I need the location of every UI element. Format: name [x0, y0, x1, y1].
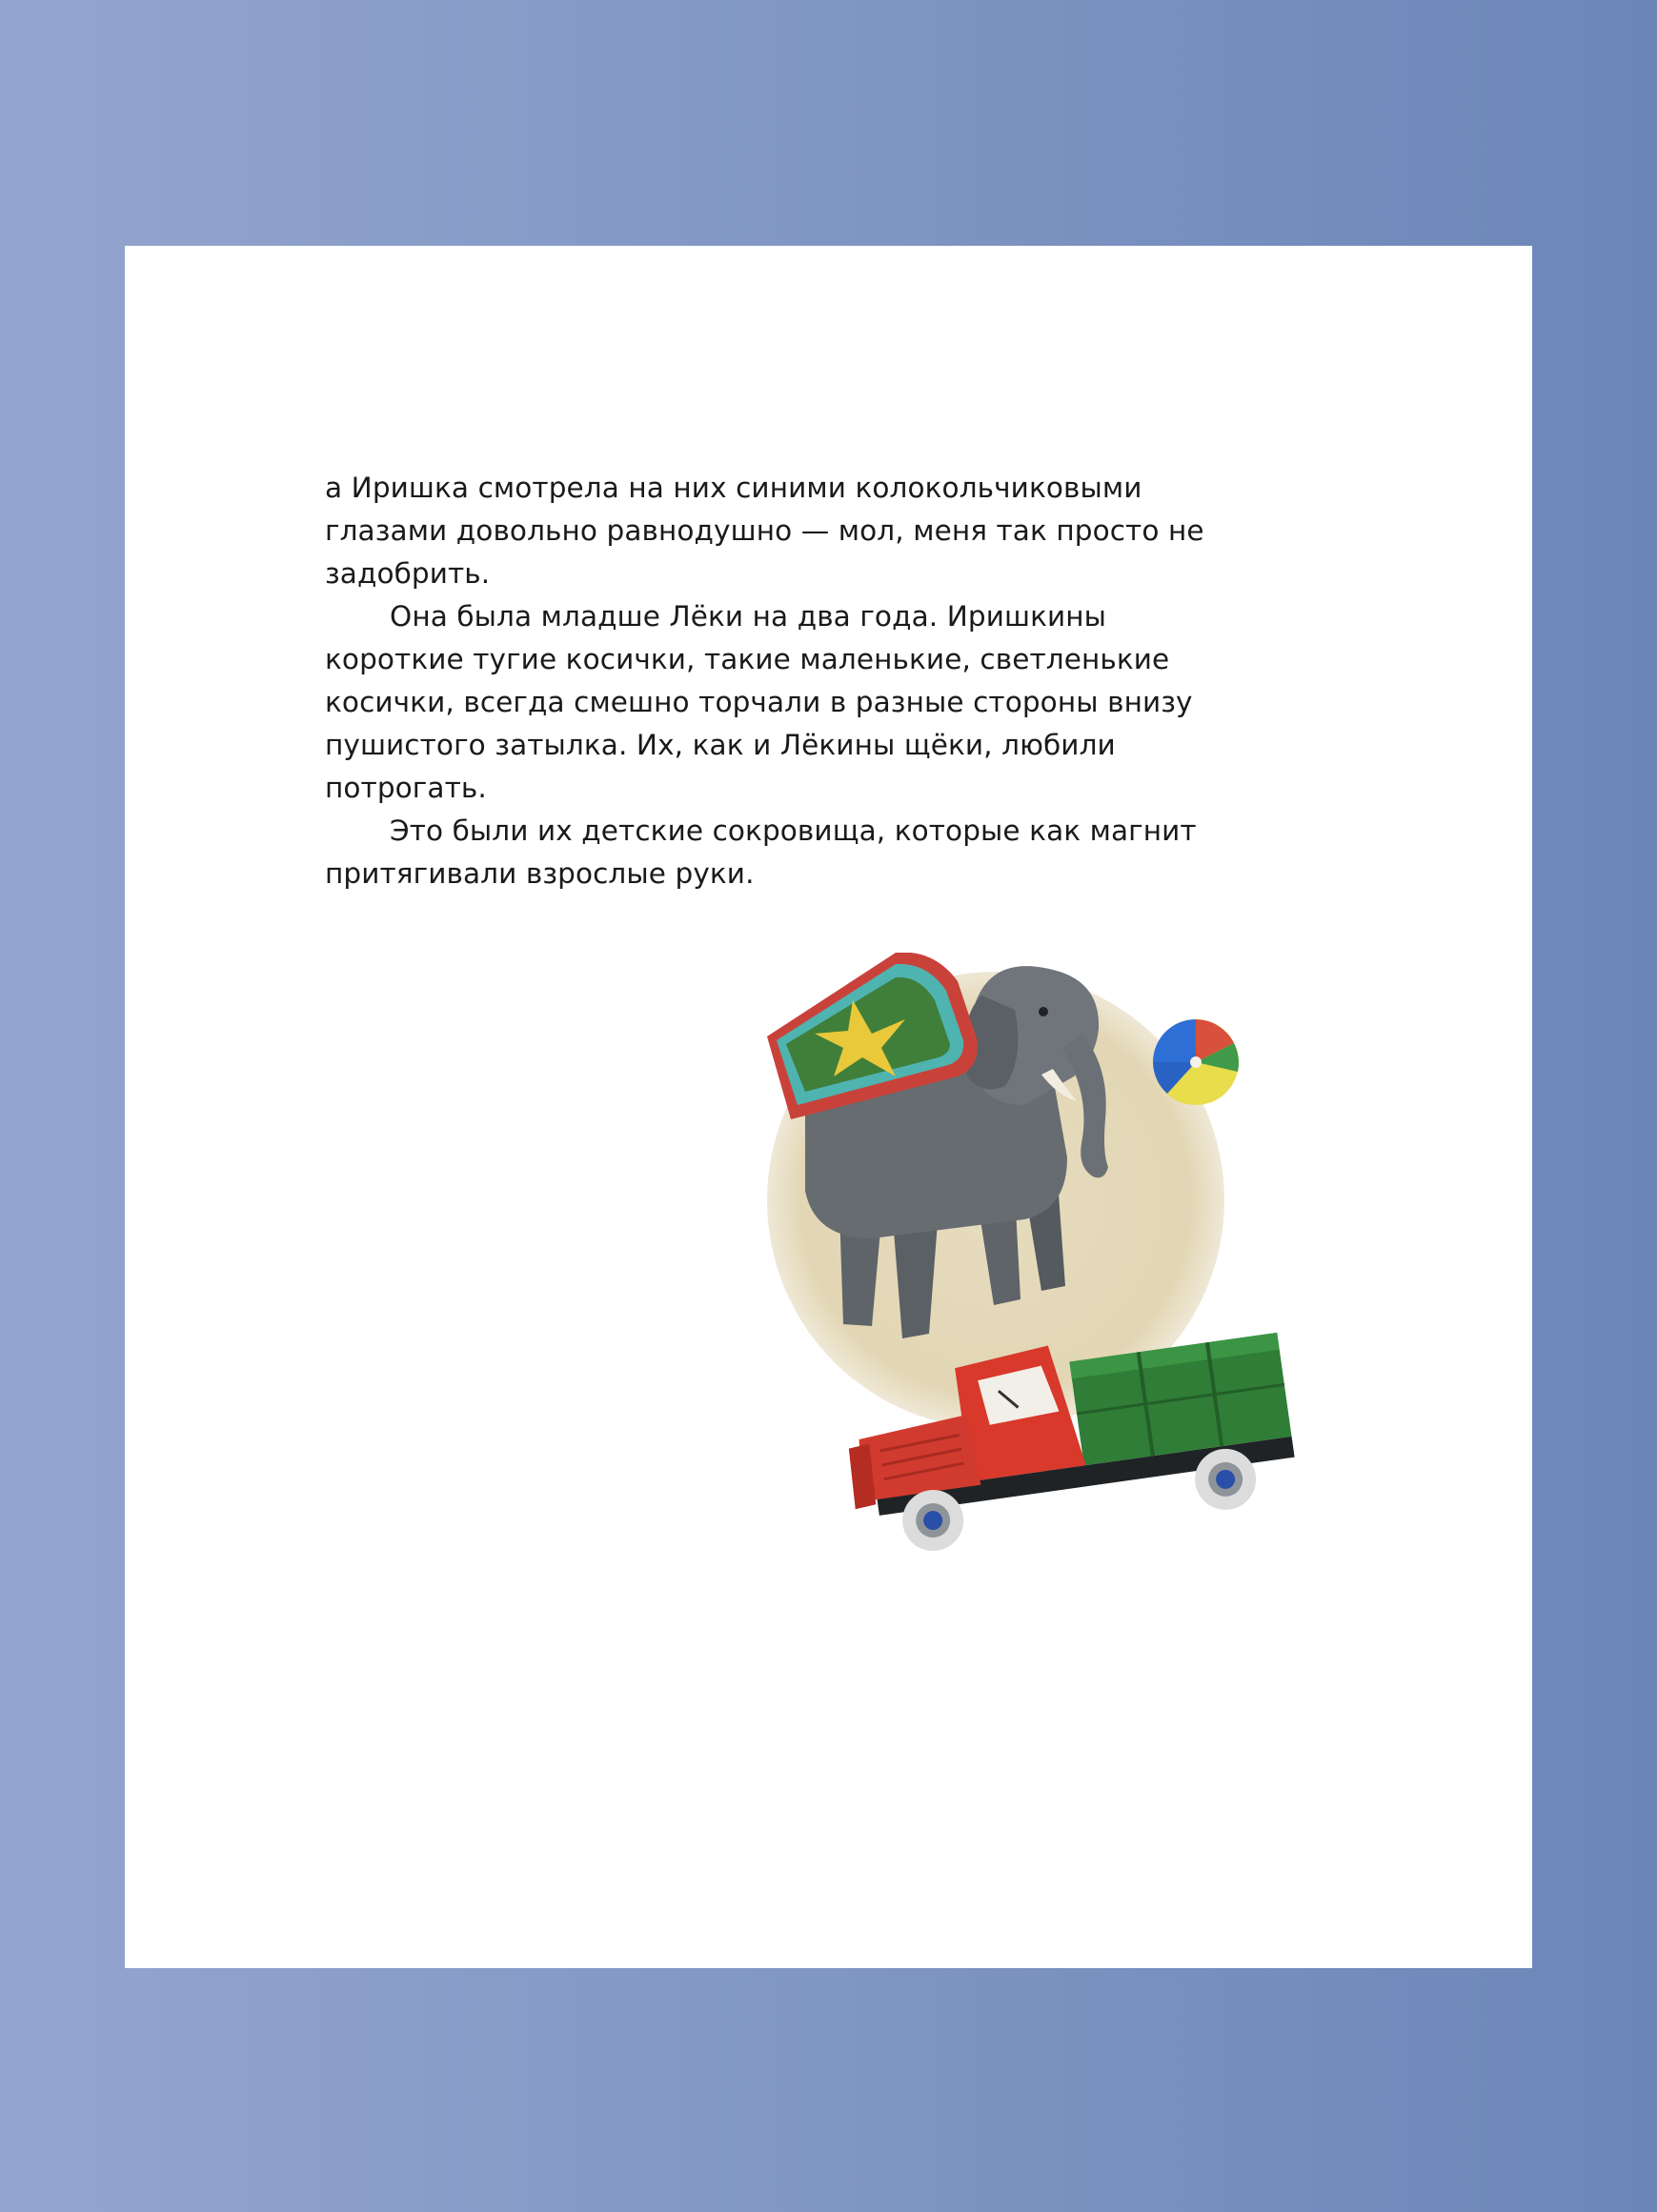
text-line: притягивали взрослые руки. — [325, 857, 755, 890]
text-line: потрогать. — [325, 772, 487, 804]
text-line: косички, всегда смешно торчали в разные стороны внизу — [325, 686, 1193, 718]
page-text — [325, 467, 1278, 895]
text-line: Она была младше Лёки на два года. Иришкины — [390, 600, 1107, 633]
text-line: глазами довольно равнодушно — мол, меня так просто не — [325, 514, 1204, 547]
text-line: задобрить. — [325, 557, 491, 590]
text-line: пушистого затылка. Их, как и Лёкины щёки, любили — [325, 729, 1116, 761]
ball-icon — [1153, 1019, 1239, 1105]
text-line: Это были их детские сокровища, которые как магнит — [390, 814, 1197, 847]
text-line: короткие тугие косички, такие маленькие, светленькие — [325, 643, 1170, 675]
text-line: а Иришка смотрела на них синими колокольчиковыми — [325, 472, 1142, 504]
toys-illustration — [738, 953, 1348, 1629]
book-page — [125, 246, 1532, 1968]
